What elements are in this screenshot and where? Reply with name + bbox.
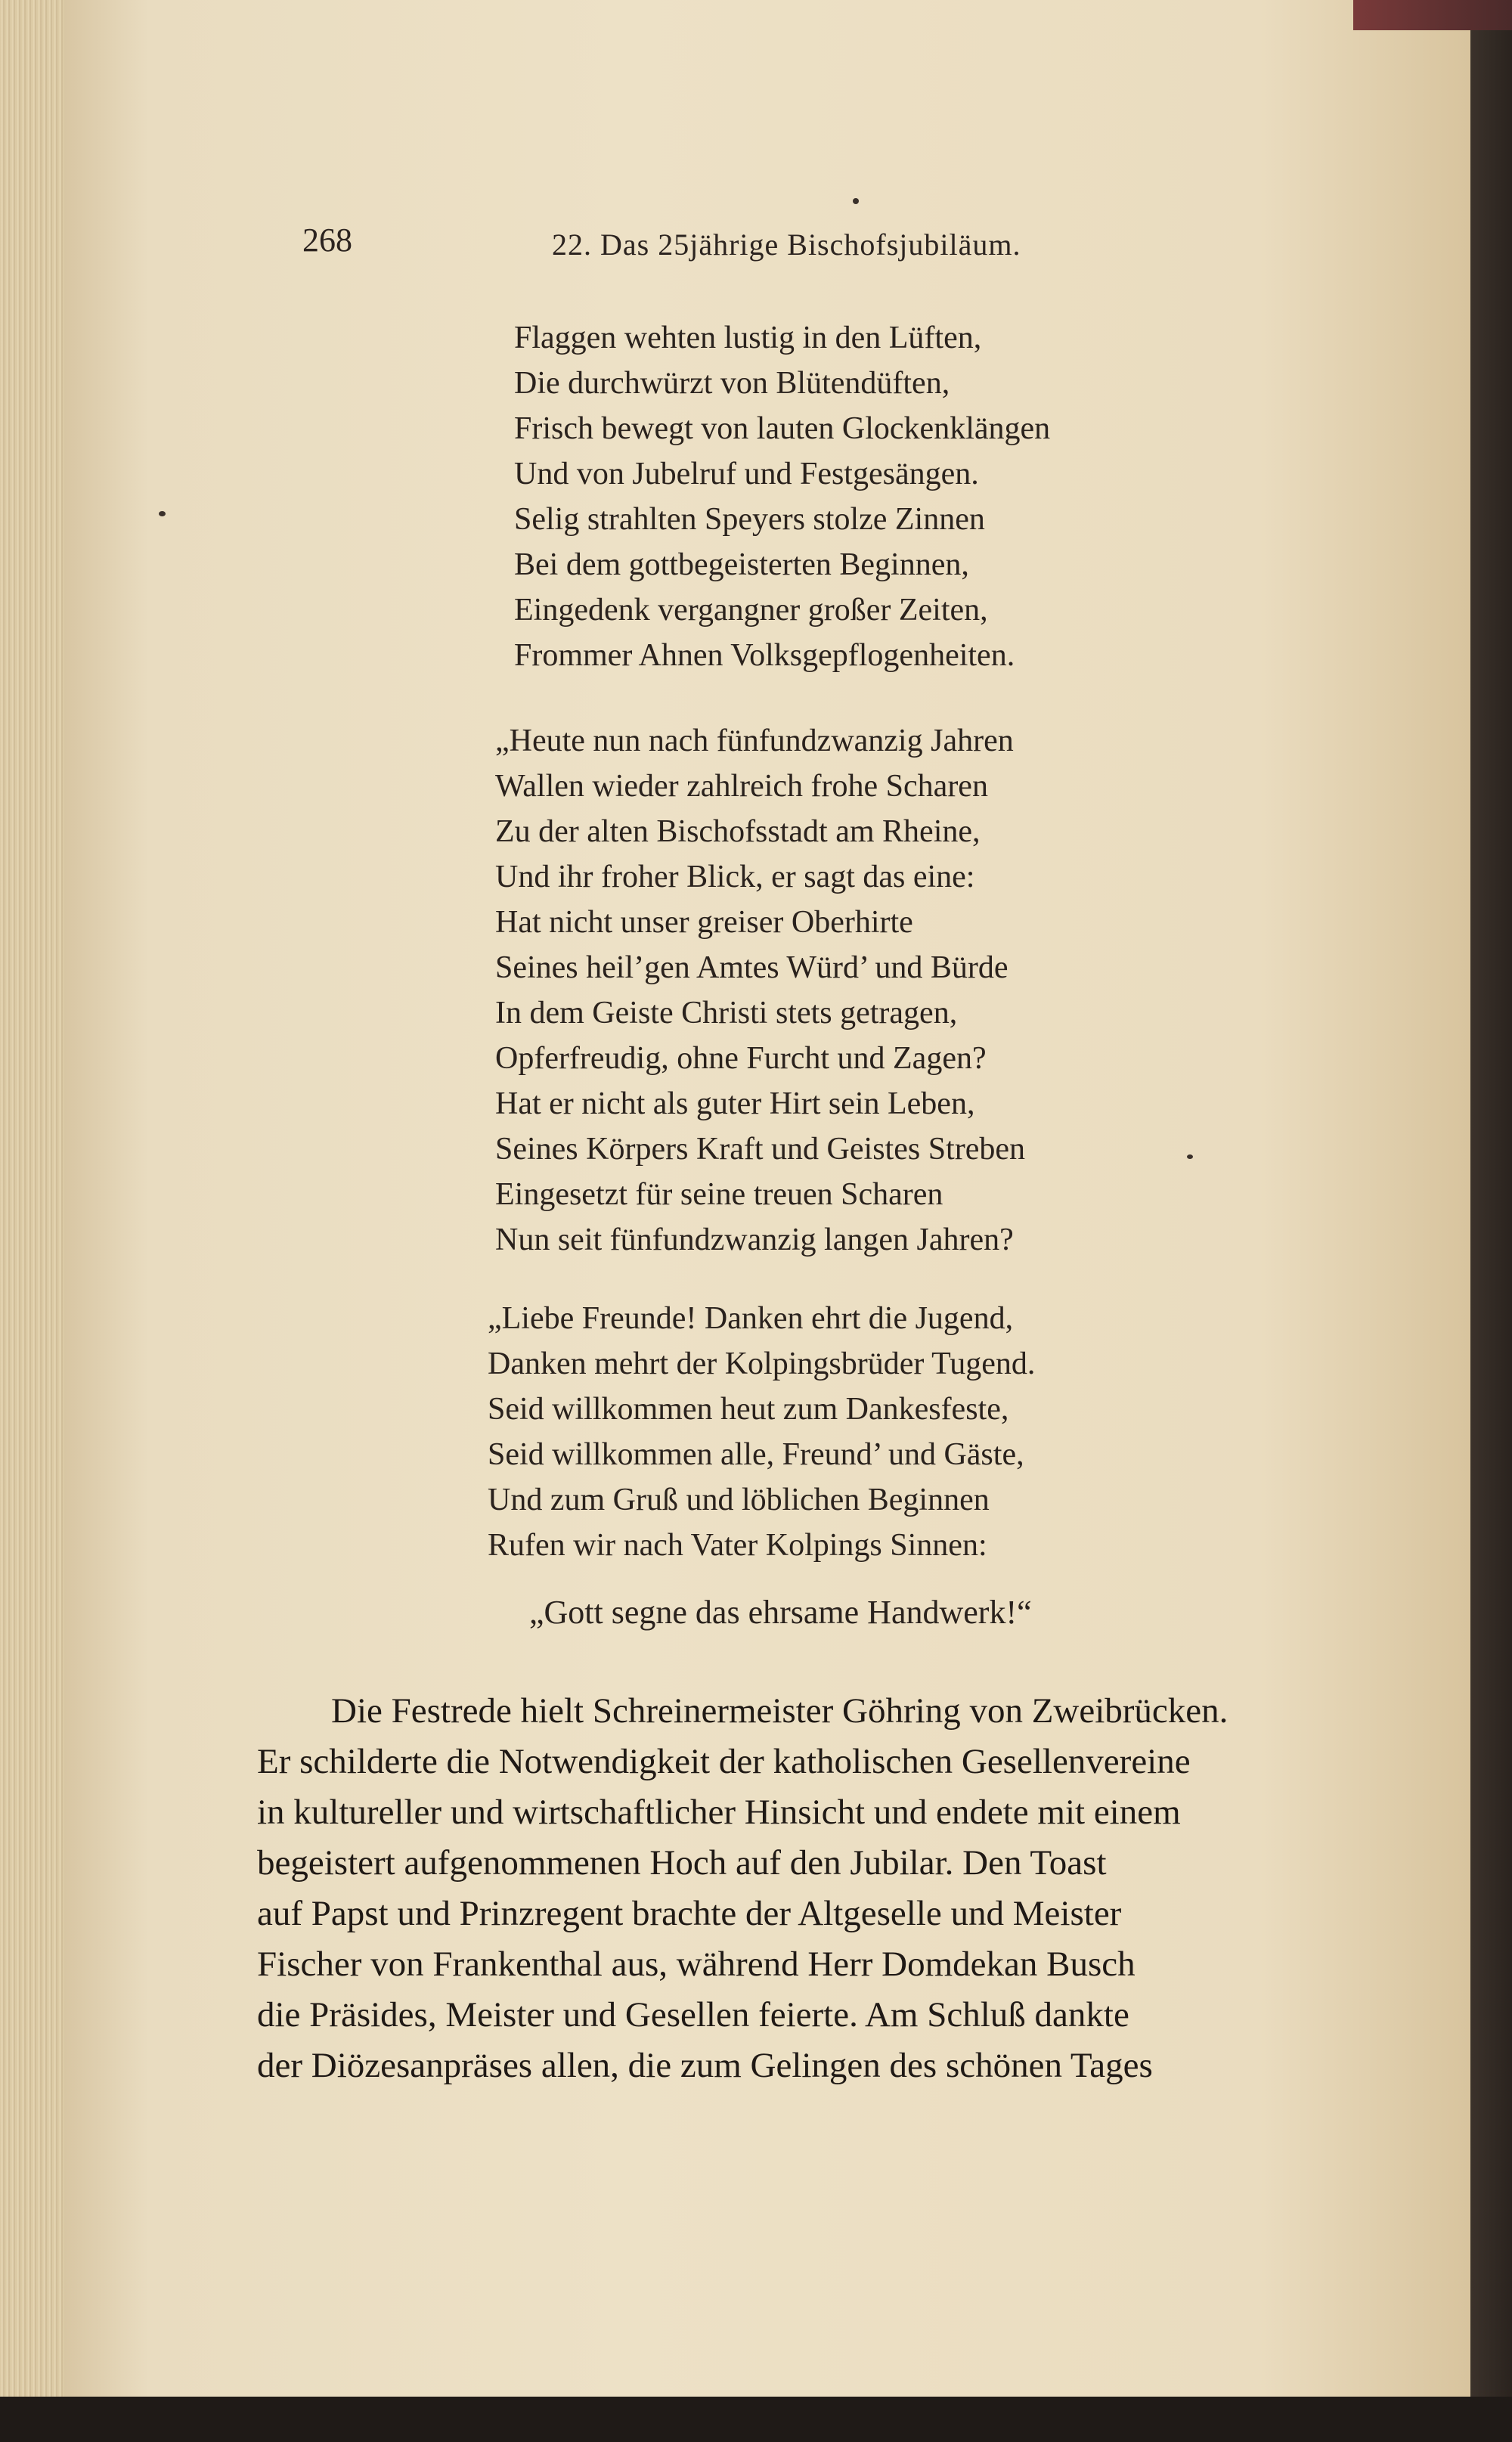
prose-line: Er schilderte die Notwendigkeit der katholischen Gesellenvereine xyxy=(257,1742,1191,1781)
book-cover-bottom xyxy=(0,2397,1512,2442)
prose-line: Die Festrede hielt Schreinermeister Göhring von Zweibrücken. xyxy=(331,1691,1228,1731)
poem-line: Opferfreudig, ohne Furcht und Zagen? xyxy=(495,1041,987,1076)
poem-stanza-3 xyxy=(488,1296,1035,1568)
prose-line: begeistert aufgenommenen Hoch auf den Jubilar. Den Toast xyxy=(257,1843,1107,1883)
ink-speck xyxy=(159,511,166,516)
poem-line: Die durchwürzt von Blütendüften, xyxy=(514,366,950,401)
poem-line: Danken mehrt der Kolpingsbrüder Tugend. xyxy=(488,1347,1036,1381)
prose-line: in kultureller und wirtschaftlicher Hinsicht und endete mit einem xyxy=(257,1793,1181,1832)
poem-line: Seid willkommen alle, Freund’ und Gäste, xyxy=(488,1437,1024,1472)
poem-line: „Heute nun nach fünfundzwanzig Jahren xyxy=(495,724,1014,758)
prose-line: Fischer von Frankenthal aus, während Herr Domdekan Busch xyxy=(257,1945,1136,1984)
poem-line: Rufen wir nach Vater Kolpings Sinnen: xyxy=(488,1528,987,1563)
poem-line: Selig strahlten Speyers stolze Zinnen xyxy=(514,502,985,537)
poem-line: In dem Geiste Christi stets getragen, xyxy=(495,996,958,1030)
poem-line: Frommer Ahnen Volksgepflogenheiten. xyxy=(514,638,1015,673)
poem-line: Und zum Gruß und löblichen Beginnen xyxy=(488,1483,990,1517)
page-number: 268 xyxy=(302,222,352,259)
poem-line: Eingedenk vergangner großer Zeiten, xyxy=(514,593,988,628)
book-cover-top xyxy=(1353,0,1512,30)
running-title: 22. Das 25jährige Bischofsjubiläum. xyxy=(552,228,1021,262)
poem-line: Bei dem gottbegeisterten Beginnen, xyxy=(514,547,969,582)
poem-line: Eingesetzt für seine treuen Scharen xyxy=(495,1177,943,1212)
poem-line: Und von Jubelruf und Festgesängen. xyxy=(514,457,979,491)
poem-line: Hat er nicht als guter Hirt sein Leben, xyxy=(495,1086,975,1121)
prose-paragraph xyxy=(257,1686,1353,2091)
book-cover-edge xyxy=(1470,0,1512,2442)
poem-stanza-2 xyxy=(495,718,1025,1263)
poem-line: Frisch bewegt von lauten Glockenklängen xyxy=(514,411,1051,446)
ink-speck xyxy=(853,198,859,204)
prose-line: auf Papst und Prinzregent brachte der Altgeselle und Meister xyxy=(257,1894,1122,1933)
poem-line: Hat nicht unser greiser Oberhirte xyxy=(495,905,913,940)
poem-line: Und ihr froher Blick, er sagt das eine: xyxy=(495,860,975,894)
prose-line: der Diözesanpräses allen, die zum Gelingen des schönen Tages xyxy=(257,2046,1153,2085)
poem-line: Seines heil’gen Amtes Würd’ und Bürde xyxy=(495,950,1009,985)
poem-line: Wallen wieder zahlreich frohe Scharen xyxy=(495,769,988,804)
poem-line: Flaggen wehten lustig in den Lüften, xyxy=(514,321,982,355)
prose-line: die Präsides, Meister und Gesellen feierte. Am Schluß dankte xyxy=(257,1995,1129,2034)
poem-stanza-1 xyxy=(514,315,1050,678)
poem-line: Seid willkommen heut zum Dankesfeste, xyxy=(488,1392,1009,1427)
poem-line: Seines Körpers Kraft und Geistes Streben xyxy=(495,1132,1025,1167)
ink-speck xyxy=(1187,1154,1193,1159)
poem-line: Zu der alten Bischofsstadt am Rheine, xyxy=(495,814,981,849)
poem-line: „Liebe Freunde! Danken ehrt die Jugend, xyxy=(488,1301,1014,1336)
poem-motto: „Gott segne das ehrsame Handwerk!“ xyxy=(529,1594,1032,1631)
poem-line: Nun seit fünfundzwanzig langen Jahren? xyxy=(495,1223,1014,1257)
